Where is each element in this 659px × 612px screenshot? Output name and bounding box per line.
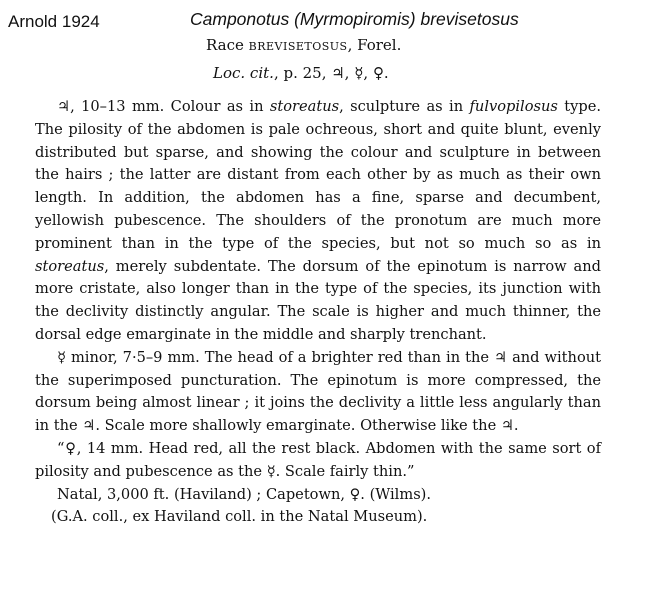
race-name: brevisetosus [248, 36, 348, 54]
minor-worker-paragraph: ☿ minor, 7·5–9 mm. The head of a brighter red than in the ♃ and without the superimposed puncturation. The epinotum is more compressed, the dorsum being almost linear ; it joins the declivity a little less angularly than in the ♃. Scale more shallowly emarginate. Otherwise like the ♃. [35, 348, 601, 435]
race-line [206, 36, 401, 54]
major-storeatus: storeatus [269, 98, 340, 115]
locality-paragraph: Natal, 3,000 ft. (Haviland) ; Capetown, ♀. (Wilms). [57, 485, 432, 503]
race-authority: , Forel. [347, 36, 402, 54]
major-worker-paragraph [35, 96, 601, 347]
race-prefix: Race [206, 36, 249, 54]
description-body [35, 96, 601, 529]
collection-paragraph: (G.A. coll., ex Haviland coll. in the Natal Museum). [51, 508, 428, 526]
major-text-1: ♃, 10–13 mm. Colour as in [57, 98, 270, 115]
female-paragraph: “♀, 14 mm. Head red, all the rest black. Abdomen with the same sort of pilosity and pubescence as the ☿. Scale fairly thin.” [35, 439, 601, 480]
locality-reference [213, 64, 389, 82]
major-text-4: , merely subdentate. The dorsum of the epinotum is narrow and more cristate, also longer than in the type of the species, its junction with the declivity distinctly angular. The scale is higher and much thinner, the dorsal edge emarginate in the middle and sharply trenchant. [35, 257, 601, 343]
loc-cit-rest: , p. 25, ♃, ☿, ♀. [273, 64, 389, 82]
citation-author-year: Arnold 1924 [8, 12, 100, 31]
major-storeatus-2: storeatus [35, 257, 105, 275]
species-title: Camponotus (Myrmopiromis) brevisetosus [190, 9, 519, 29]
loc-cit: Loc. cit. [213, 64, 274, 82]
major-text-3: type. The pilosity of the abdomen is pale ochreous, short and quite blunt, evenly distributed but sparse, and showing the colour and sculpture in between the hairs ; the latter are distant from each other by as much as their own length. In addition, the abdomen has a fine, sparse and decumbent, yellowish pubescence. The shoulders of the pronotum are much more prominent than in the type of the species, but not so much so as in [35, 98, 601, 252]
major-text-2: , sculpture as in [339, 98, 470, 115]
major-fulvopilosus: fulvopilosus [469, 98, 558, 115]
